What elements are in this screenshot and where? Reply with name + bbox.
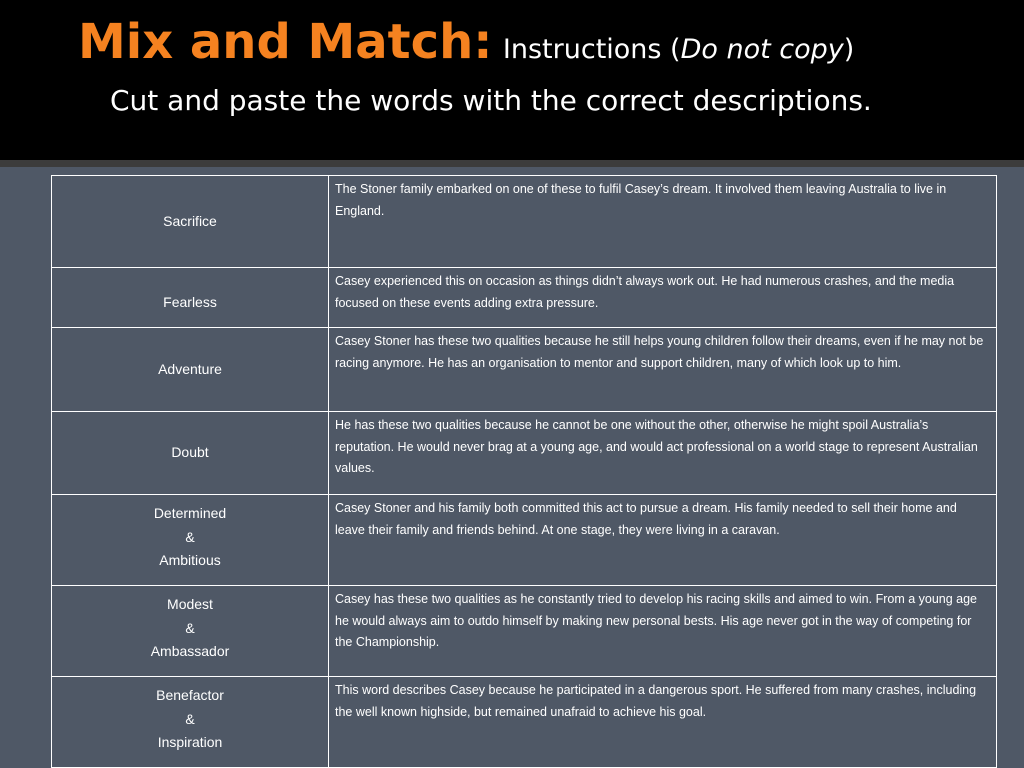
word-cell xyxy=(52,495,329,586)
header-divider xyxy=(0,160,1024,167)
title-line xyxy=(78,14,854,70)
description-text: Casey Stoner has these two qualities because he still helps young children follow their dreams, even if he may not be racing anymore. He has an organisation to mentor and support children, many of which look up to him. xyxy=(335,334,984,370)
word-text: Ambassador xyxy=(150,643,230,659)
word-cell xyxy=(52,176,329,268)
word-text: Fearless xyxy=(163,293,217,310)
word-text: Determined xyxy=(153,505,227,521)
slide-title: Mix and Match: xyxy=(78,14,493,70)
table-row xyxy=(52,268,997,328)
table-row xyxy=(52,328,997,412)
word-text: Inspiration xyxy=(157,734,223,750)
word-text: Doubt xyxy=(171,444,209,461)
description-text: He has these two qualities because he cannot be one without the other, otherwise he might spoil Australia’s reputation. He would never brag at a young age, and would act professional on a world stage to represent Australian values. xyxy=(335,418,978,475)
description-cell xyxy=(329,176,997,268)
description-cell xyxy=(329,586,997,677)
word-cell xyxy=(52,677,329,768)
word-cell xyxy=(52,268,329,328)
table-row xyxy=(52,677,997,768)
description-cell xyxy=(329,677,997,768)
description-cell xyxy=(329,268,997,328)
word-ampersand: & xyxy=(185,710,195,727)
description-cell xyxy=(329,495,997,586)
description-cell xyxy=(329,328,997,412)
word-cell xyxy=(52,412,329,495)
table-row xyxy=(52,176,997,268)
word-text: Benefactor xyxy=(156,687,224,703)
instructions-italic: Do not copy xyxy=(680,34,844,65)
word-ampersand: & xyxy=(185,528,195,545)
word-text: Ambitious xyxy=(159,552,221,568)
table-row xyxy=(52,495,997,586)
title-header xyxy=(0,0,1024,160)
instructions-suffix: ) xyxy=(843,34,855,65)
description-text: The Stoner family embarked on one of these to fulfil Casey’s dream. It involved them leaving Australia to live in England. xyxy=(335,182,947,218)
slide-subtitle: Cut and paste the words with the correct descriptions. xyxy=(110,84,872,117)
word-cell xyxy=(52,586,329,677)
description-text: Casey Stoner and his family both committed this act to pursue a dream. His family needed to sell their home and leave their family and friends behind. At one stage, they were living in a caravan. xyxy=(335,501,957,537)
description-cell xyxy=(329,412,997,495)
word-ampersand: & xyxy=(185,619,195,636)
word-text: Adventure xyxy=(158,360,222,377)
table-row xyxy=(52,586,997,677)
table-row xyxy=(52,412,997,495)
description-text: This word describes Casey because he participated in a dangerous sport. He suffered from many crashes, including the well known highside, but remained unafraid to achieve his goal. xyxy=(335,683,977,719)
instructions-prefix: Instructions ( xyxy=(502,34,681,65)
word-text: Sacrifice xyxy=(163,212,217,229)
word-cell xyxy=(52,328,329,412)
description-text: Casey has these two qualities as he constantly tried to develop his racing skills and aimed to win. From a young age he would always aim to outdo himself by making new personal bests. His age never got in the way of competing for the Championship. xyxy=(335,592,978,649)
instructions-label xyxy=(503,34,854,65)
word-text: Modest xyxy=(167,596,213,612)
description-text: Casey experienced this on occasion as things didn’t always work out. He had numerous crashes, and the media focused on these events adding extra pressure. xyxy=(335,274,955,310)
mix-match-table xyxy=(51,175,997,768)
